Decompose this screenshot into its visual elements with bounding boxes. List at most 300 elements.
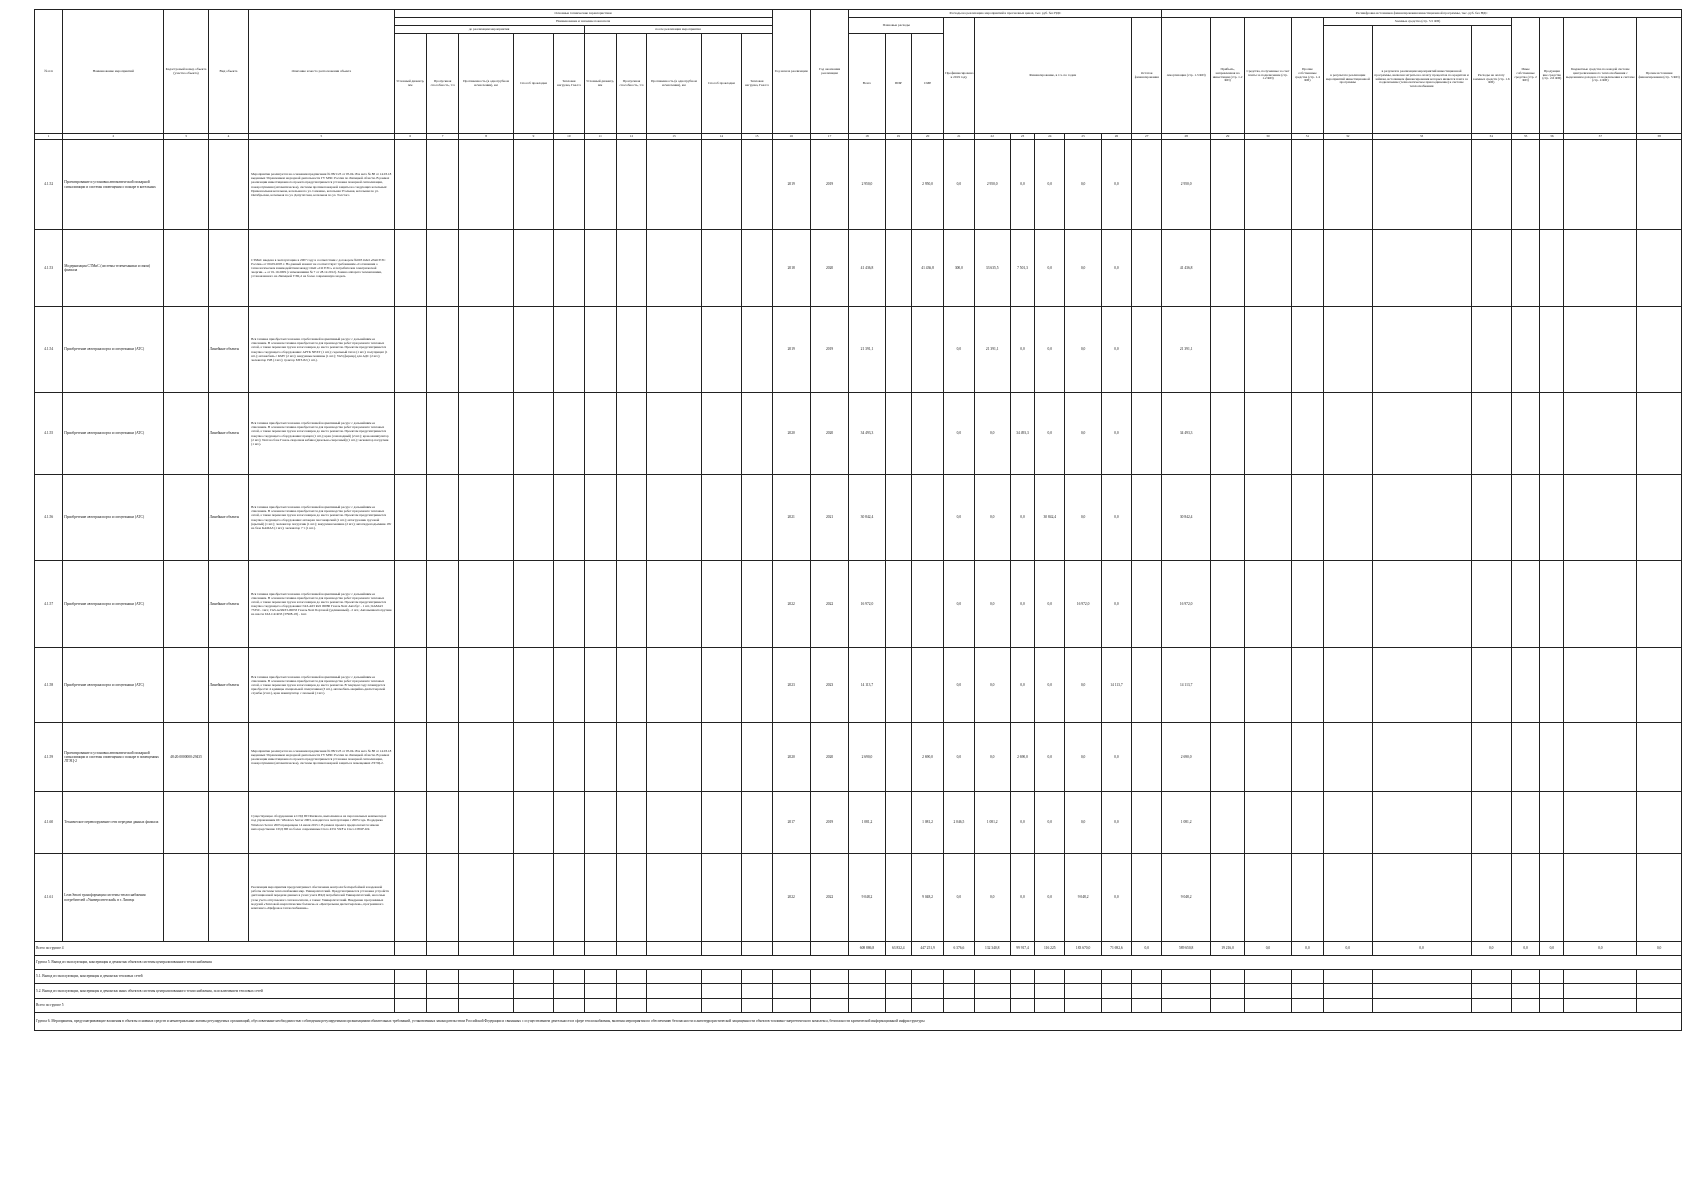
cell-rem [1132, 854, 1162, 942]
cell-empty [1564, 792, 1637, 854]
group6-title-text: Группа 6. Мероприятия, предусматривающие вложения в объекты основных средств и нематериальные активы регулируемых организаций, обусловленные необходимостью соблюдения регулируемыми организациями обязательных требований, установленных законодательством Российской Федерации и связанных с осуществлением деятельности в сфере теплоснабжения, включая мероприятия по обеспечению безопасности и антитеррористической защищенности объектов топливно-энергетического комплекса, безопасности критической информационной инфраструктуры [35, 1013, 1682, 1031]
cell-f22: 0,0 [1065, 230, 1101, 307]
cell-empty [1324, 970, 1372, 984]
cell-empty [459, 723, 514, 792]
cell-rem [1132, 561, 1162, 648]
cell-empty [1291, 307, 1323, 393]
cell-no: 4.1.57 [35, 561, 63, 648]
cell-fb: 2 046,5 [944, 792, 974, 854]
group5-total [35, 999, 1682, 1013]
cell-y1: 2022 [772, 561, 810, 648]
cell-empty [513, 475, 553, 561]
col-header-type: Вид объекта [208, 10, 248, 134]
cell-fb: 0,0 [944, 561, 974, 648]
cell-empty [742, 723, 772, 792]
cell-empty [701, 648, 741, 723]
cell-empty [1637, 561, 1682, 648]
cell-empty [459, 792, 514, 854]
cell-name: Lean Smart трансформация системы теплоснабжения потребителей «Университетский» в г. Липецк [63, 854, 164, 942]
cell-f19: 0,0 [974, 854, 1010, 942]
cell-empty [513, 984, 553, 999]
cell-empty [1291, 648, 1323, 723]
cell-empty [554, 999, 584, 1013]
cell-empty [742, 854, 772, 942]
cell-smr [911, 475, 943, 561]
cell-empty [1511, 393, 1539, 475]
cell-no: 4.1.59 [35, 723, 63, 792]
cell-empty [513, 307, 553, 393]
cell-empty [1540, 723, 1564, 792]
cell-f19: 0,0 [974, 561, 1010, 648]
cell-empty [459, 307, 514, 393]
cell-y2: 2021 [810, 475, 848, 561]
cell-no: 4.1.61 [35, 854, 63, 942]
table-row [35, 854, 1682, 942]
cell-empty [513, 561, 553, 648]
cell-empty [1471, 307, 1511, 393]
cell-empty [1010, 984, 1034, 999]
cell-empty [459, 393, 514, 475]
column-number-cell: 27 [1132, 134, 1162, 140]
cell-amort: 1 081,2 [1162, 792, 1210, 854]
cell-empty [394, 307, 426, 393]
cell-type [208, 140, 248, 230]
column-number-cell: 33 [1372, 134, 1471, 140]
cell-total: 2 950,0 [849, 140, 885, 230]
cell-f20: 34 493,3 [1010, 393, 1034, 475]
cell-empty [1291, 970, 1323, 984]
cell-empty [1245, 999, 1291, 1013]
column-number-cell: 34 [1471, 134, 1511, 140]
cell-smr [911, 561, 943, 648]
cell-empty [1471, 140, 1511, 230]
cell-f21: 0,0 [1035, 648, 1065, 723]
cell-empty [584, 393, 616, 475]
cell-f19: 33 635,5 [974, 230, 1010, 307]
cell-rem [1132, 140, 1162, 230]
cell-f21: 0,0 [1035, 307, 1065, 393]
cell-empty [584, 230, 616, 307]
cell-empty [1245, 393, 1291, 475]
cell-empty [1540, 984, 1564, 999]
cell-empty [911, 999, 943, 1013]
column-number-cell: 4 [208, 134, 248, 140]
cell-empty [1245, 307, 1291, 393]
cell-f20: 2 690,0 [1010, 723, 1034, 792]
cell-f21: 0,0 [1035, 140, 1065, 230]
cell-empty [1245, 561, 1291, 648]
cell-rem [1132, 648, 1162, 723]
cell-empty [1511, 854, 1539, 942]
column-number-cell: 20 [911, 134, 943, 140]
col-header-c36: Продукция вне средства (стр. 2.6 ФП) [1540, 18, 1564, 134]
cell-empty [772, 970, 810, 984]
column-number-cell: 37 [1564, 134, 1637, 140]
column-number-cell: 2 [63, 134, 164, 140]
cell-empty [1291, 393, 1323, 475]
column-number-cell: 14 [701, 134, 741, 140]
col-header-capacity: Пропускная способность, т/ч [426, 34, 458, 134]
cell-empty [772, 984, 810, 999]
cell-rem [1132, 307, 1162, 393]
column-number-cell: 5 [249, 134, 394, 140]
cell-f20: 0,0 [1010, 561, 1034, 648]
cell-empty [849, 970, 885, 984]
table-row [35, 140, 1682, 230]
cell-empty [1010, 970, 1034, 984]
cell-total: 30 842,4 [849, 475, 885, 561]
cell-rem [1132, 792, 1162, 854]
cell-empty [742, 307, 772, 393]
cell-empty [1471, 984, 1511, 999]
cell-pir [885, 792, 911, 854]
column-number-cell: 25 [1065, 134, 1101, 140]
cell-empty [554, 723, 584, 792]
total-cell-c35: 0,0 [1511, 942, 1539, 956]
cell-empty [554, 230, 584, 307]
cell-f22: 0,0 [1065, 307, 1101, 393]
cell-pir [885, 475, 911, 561]
cell-empty [1162, 970, 1210, 984]
column-number-cell: 18 [849, 134, 885, 140]
cell-f21: 0,0 [1035, 792, 1065, 854]
total-cell-c38: 0,0 [1637, 942, 1682, 956]
cell-empty [426, 999, 458, 1013]
cell-type [208, 854, 248, 942]
cell-cad [164, 792, 208, 854]
cell-pir [885, 648, 911, 723]
cell-empty [885, 984, 911, 999]
cell-empty [1324, 792, 1372, 854]
cell-empty [1210, 648, 1244, 723]
table-row [35, 723, 1682, 792]
cell-cad [164, 648, 208, 723]
cell-f22: 0,0 [1065, 393, 1101, 475]
cell-total: 1 081,2 [849, 792, 885, 854]
column-number-cell: 26 [1101, 134, 1131, 140]
cell-rem [1132, 393, 1162, 475]
column-number-cell: 11 [584, 134, 616, 140]
total-cell-f20: 99 917,4 [1010, 942, 1034, 956]
cell-empty [584, 792, 616, 854]
cell-f23: 0,0 [1101, 561, 1131, 648]
cell-f20: 0,0 [1010, 307, 1034, 393]
cell-empty [394, 561, 426, 648]
cell-empty [1162, 984, 1210, 999]
column-number-cell: 9 [513, 134, 553, 140]
col-header-capacity-after: Пропускная способность, т/ч [616, 34, 646, 134]
cell-empty [1210, 999, 1244, 1013]
cell-y1: 2020 [772, 723, 810, 792]
cell-amort: 30 842,4 [1162, 475, 1210, 561]
col-header-fin-before: Профинансировано к 2019 году [944, 18, 974, 134]
cell-empty [394, 475, 426, 561]
cell-rem [1132, 230, 1162, 307]
cell-empty [810, 942, 848, 956]
cell-f21: 0,0 [1035, 561, 1065, 648]
cell-empty [616, 723, 646, 792]
cell-fb: 0,0 [944, 648, 974, 723]
table-row [35, 393, 1682, 475]
cell-empty [1035, 999, 1065, 1013]
cell-empty [1210, 984, 1244, 999]
cell-empty [459, 999, 514, 1013]
table-row [35, 307, 1682, 393]
cell-empty [426, 561, 458, 648]
cell-empty [426, 475, 458, 561]
cell-empty [701, 854, 741, 942]
cell-amort: 34 493,3 [1162, 393, 1210, 475]
group5-subsection-1-text: 5.1. Вывод из эксплуатации, консервация и демонтаж тепловых сетей [35, 970, 395, 984]
cell-cad [164, 561, 208, 648]
cell-empty [1637, 723, 1682, 792]
cell-empty [1564, 984, 1637, 999]
col-header-name: Наименование мероприятий [63, 10, 164, 134]
cell-empty [554, 942, 584, 956]
cell-empty [1372, 230, 1471, 307]
cell-empty [1471, 561, 1511, 648]
cell-empty [742, 792, 772, 854]
cell-f19: 0,0 [974, 475, 1010, 561]
group5-subsection-1 [35, 970, 1682, 984]
cell-empty [1324, 307, 1372, 393]
cell-empty [584, 984, 616, 999]
cell-empty [647, 999, 702, 1013]
cell-fb: 0,0 [944, 140, 974, 230]
cell-empty [1035, 970, 1065, 984]
cell-empty [647, 393, 702, 475]
cell-name: Приобретение автотранспорта и спецтехники (АТС) [63, 561, 164, 648]
col-header-laying-after: Способ прокладки [701, 34, 741, 134]
col-header-diameter: Условный диаметр, мм [394, 34, 426, 134]
cell-empty [584, 970, 616, 984]
cell-empty [584, 648, 616, 723]
cell-empty [394, 723, 426, 792]
cell-empty [1564, 854, 1637, 942]
group5-title-text: Группа 5. Вывод из эксплуатации, консервация и демонтаж объектов системы централизованного теплоснабжения [35, 956, 1682, 970]
cell-smr [911, 648, 943, 723]
cell-empty [647, 140, 702, 230]
cell-f20: 0,0 [1010, 140, 1034, 230]
cell-empty [616, 561, 646, 648]
cell-empty [616, 854, 646, 942]
col-header-profit: Прибыль, направленная на инвестиции (стр. 1.2 ФП) [1210, 18, 1244, 134]
cell-empty [1471, 230, 1511, 307]
cell-empty [974, 970, 1010, 984]
cell-empty [1564, 999, 1637, 1013]
column-number-cell: 8 [459, 134, 514, 140]
cell-cad [164, 140, 208, 230]
cell-empty [701, 561, 741, 648]
cell-f22: 0,0 [1065, 792, 1101, 854]
cell-y1: 2023 [772, 648, 810, 723]
cell-f19: 2 950,0 [974, 140, 1010, 230]
cell-f23: 0,0 [1101, 854, 1131, 942]
header-before: до реализации мероприятия [394, 26, 584, 34]
cell-empty [1564, 970, 1637, 984]
total-row-group4 [35, 942, 1682, 956]
cell-fb: 0,0 [944, 723, 974, 792]
cell-empty [426, 648, 458, 723]
column-number-cell: 28 [1162, 134, 1210, 140]
cell-f22: 0,0 [1065, 140, 1101, 230]
cell-empty [1291, 723, 1323, 792]
cell-desc: Вся техника приобретается взамен отработавшей нормативный ресурс с дальнейшим ее списанием. В основном техника приобретается для производства работ при ремонте тепловых сетей, а также перевозки грузов и пассажиров до места ремонтов. Проектом предусматривается покупка следующего оборудования: АРТК NEXT (1 шт.); седельный тягач (1 шт.); полуприцеп (1 шт.); автомобиль с КМУ (2 шт.); вакуумные машины (1 шт.); УАЗ (фермер) для АДС (2 шт.); экскаватор JSB (1 шт.); трактор МТЗ-82 (1 шт.). [249, 307, 394, 393]
cell-amort: 2 950,0 [1162, 140, 1210, 230]
cell-empty [459, 942, 514, 956]
cell-y1: 2017 [772, 792, 810, 854]
cell-empty [1372, 140, 1471, 230]
cell-empty [1540, 792, 1564, 854]
cell-empty [701, 970, 741, 984]
cell-empty [554, 140, 584, 230]
cell-empty [1324, 140, 1372, 230]
cell-cad [164, 393, 208, 475]
col-header-other-own: Прочие собственные средства (стр. 1.4 ФП) [1291, 18, 1323, 134]
cell-empty [1564, 230, 1637, 307]
total-cell-c33: 0,0 [1372, 942, 1471, 956]
cell-f20: 7 501,3 [1010, 230, 1034, 307]
cell-empty [394, 648, 426, 723]
cell-empty [1637, 230, 1682, 307]
column-number-cell: 22 [974, 134, 1010, 140]
cell-empty [647, 792, 702, 854]
cell-empty [1132, 984, 1162, 999]
cell-rem [1132, 723, 1162, 792]
cell-empty [513, 970, 553, 984]
cell-empty [459, 230, 514, 307]
cell-empty [701, 475, 741, 561]
header-planned: Плановые расходы [849, 18, 944, 34]
cell-empty [394, 792, 426, 854]
cell-empty [1372, 307, 1471, 393]
cell-empty [1471, 970, 1511, 984]
col-header-extent: Протяженность (в однотрубном исчислении), км [459, 34, 514, 134]
cell-empty [742, 942, 772, 956]
cell-empty [1637, 999, 1682, 1013]
group5-subsection-2 [35, 984, 1682, 999]
col-header-c35: Иные собственные средства (стр. 2 ФП) [1511, 18, 1539, 134]
cell-empty [1372, 723, 1471, 792]
cell-empty [911, 984, 943, 999]
column-number-cell: 35 [1511, 134, 1539, 140]
cell-name: Приобретение автотранспорта и спецтехники (АТС) [63, 648, 164, 723]
cell-empty [584, 561, 616, 648]
column-number-cell: 15 [742, 134, 772, 140]
cell-empty [647, 561, 702, 648]
cell-empty [616, 942, 646, 956]
cell-empty [1132, 999, 1162, 1013]
cell-empty [426, 792, 458, 854]
cell-y2: 2022 [810, 854, 848, 942]
cell-empty [647, 307, 702, 393]
cell-empty [742, 230, 772, 307]
cell-empty [1010, 999, 1034, 1013]
cell-y2: 2020 [810, 393, 848, 475]
cell-empty [1511, 999, 1539, 1013]
header-borrowed: Заемные средства (стр. 5.5 ФП) [1324, 18, 1512, 26]
column-number-cell: 36 [1540, 134, 1564, 140]
cell-empty [1210, 561, 1244, 648]
table-row [35, 475, 1682, 561]
cell-empty [1065, 984, 1101, 999]
cell-empty [616, 475, 646, 561]
cell-desc: СТМиС введена в эксплуатацию в 2007 году в соответствии с договором №603 ОАО «РАО ЕЭС России» от 06.09.2005 г. На данный момент не соответствует требованиям «Соглашения о технологическом взаимодействии между ОАО «СО ЕЭС» и потребителем электрической энергии...» от 01.10.2009 (с изменениями № 7 от 28.12.2012). Замена аппарата телемеханики, установленного на Липецкой ТЭЦ-2 на более современную модель [249, 230, 394, 307]
cell-empty [584, 854, 616, 942]
cell-empty [426, 140, 458, 230]
cell-f19: 1 081,2 [974, 792, 1010, 854]
cell-empty [394, 999, 426, 1013]
total-cell-smr: 447 251,9 [911, 942, 943, 956]
cell-empty [701, 942, 741, 956]
cell-fb: 300,0 [944, 230, 974, 307]
cell-f23: 0,0 [1101, 140, 1131, 230]
cell-empty [1637, 140, 1682, 230]
cell-empty [810, 970, 848, 984]
cell-empty [1511, 984, 1539, 999]
cell-empty [1372, 792, 1471, 854]
cell-y1: 2018 [772, 230, 810, 307]
cell-empty [584, 942, 616, 956]
cell-empty [584, 723, 616, 792]
group5-total-text: Всего по группе 5 [35, 999, 395, 1013]
cell-empty [584, 999, 616, 1013]
cell-empty [1210, 475, 1244, 561]
cell-smr: 9 048,2 [911, 854, 943, 942]
cell-f19: 0,0 [974, 393, 1010, 475]
col-header-c32: в результате реализации мероприятий инвестиционной программы [1324, 26, 1372, 134]
cell-empty [513, 230, 553, 307]
cell-empty [554, 393, 584, 475]
cell-empty [554, 970, 584, 984]
cell-empty [647, 970, 702, 984]
cell-empty [1637, 307, 1682, 393]
cell-f20: 0,0 [1010, 648, 1034, 723]
cell-f23: 14 113,7 [1101, 648, 1131, 723]
cell-empty [810, 999, 848, 1013]
cell-empty [1372, 970, 1471, 984]
total-cell-f23: 71 692,6 [1101, 942, 1131, 956]
cell-empty [426, 723, 458, 792]
cell-empty [944, 984, 974, 999]
column-number-cell: 30 [1245, 134, 1291, 140]
cell-empty [459, 648, 514, 723]
cell-empty [1637, 475, 1682, 561]
cell-cad [164, 307, 208, 393]
cell-smr: 2 690,0 [911, 723, 943, 792]
cell-empty [1637, 984, 1682, 999]
column-number-cell: 16 [772, 134, 810, 140]
cell-empty [1101, 970, 1131, 984]
cell-total: 34 493,3 [849, 393, 885, 475]
cell-name: Приобретение автотранспорта и спецтехники (АТС) [63, 393, 164, 475]
col-header-c33: в результате реализации мероприятий инвестиционной программы, включая затраты на оплату процентов по кредитам и займам, источником финансирования которых является плата за подключение (технологическое присоединение) к системе теплоснабжения [1372, 26, 1471, 134]
cell-empty [1372, 984, 1471, 999]
cell-empty [944, 999, 974, 1013]
cell-empty [701, 999, 741, 1013]
column-number-cell: 29 [1210, 134, 1244, 140]
cell-empty [647, 723, 702, 792]
col-header-remain: Остаток финансирования [1132, 18, 1162, 134]
col-header-c37: Бюджетные средства по каждой системе централизованного теплоснабжения с выделением доходов от подключения к системе (стр. 4 ФП) [1564, 18, 1637, 134]
cell-f21: 0,0 [1035, 854, 1065, 942]
cell-empty [1637, 648, 1682, 723]
cell-empty [513, 723, 553, 792]
column-number-cell: 23 [1010, 134, 1034, 140]
cell-empty [459, 140, 514, 230]
col-header-pir: ПИР [885, 34, 911, 134]
column-number-cell: 1 [35, 134, 63, 140]
